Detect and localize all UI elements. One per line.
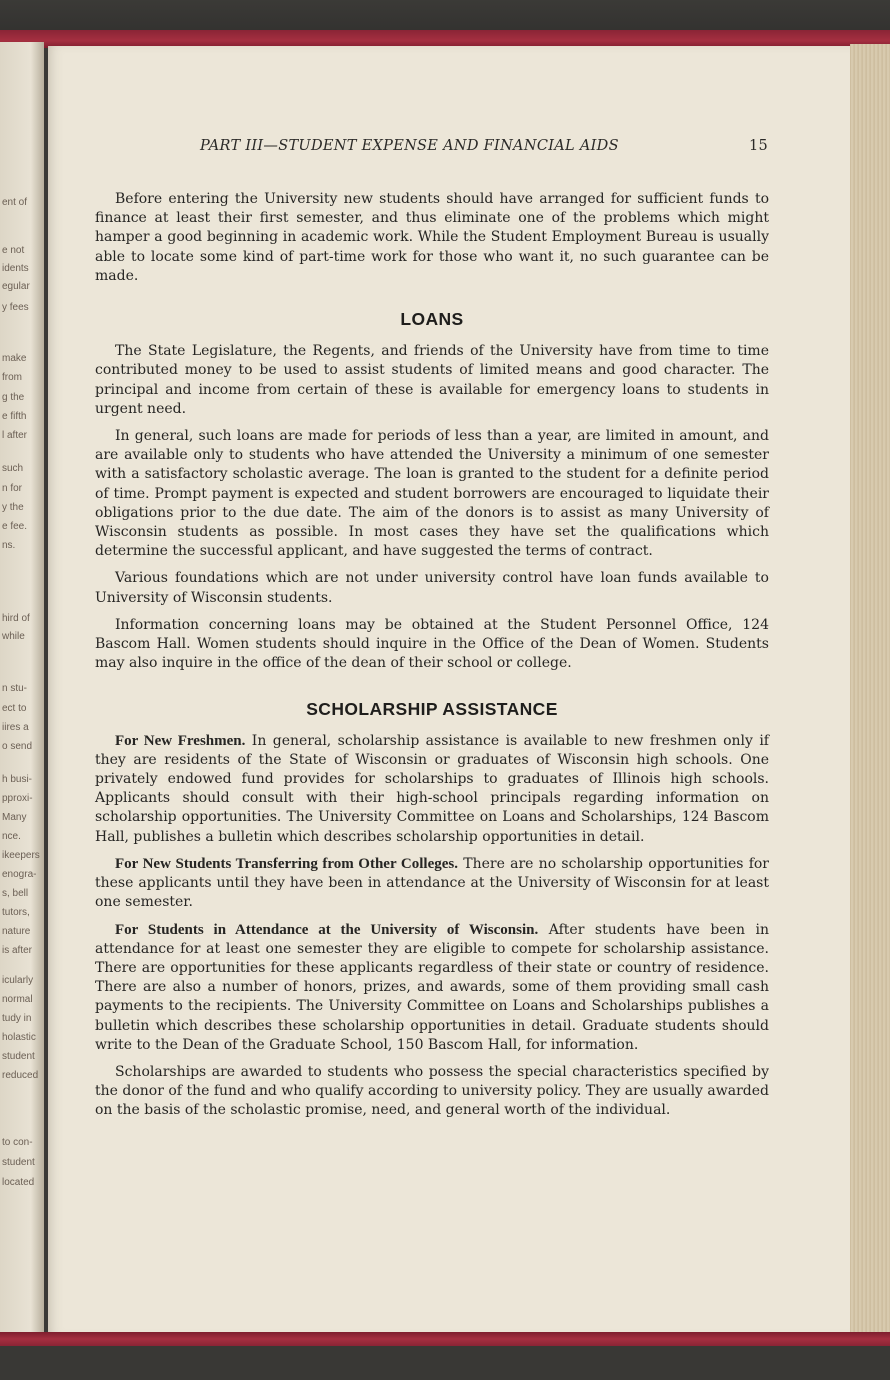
page-body [95, 190, 769, 1129]
transfer-run-in-heading: For New Students Transferring from Other Colleges. [115, 855, 458, 872]
margin-fragment: g the [2, 392, 25, 403]
margin-fragment: nature [2, 926, 31, 937]
margin-fragment: to con- [2, 1137, 33, 1148]
margin-fragment: e fifth [2, 411, 27, 422]
margin-fragment: nce. [2, 831, 21, 842]
freshmen-run-in-heading: For New Freshmen. [115, 732, 246, 749]
attendance-run-in-heading: For Students in Attendance at the University of Wisconsin. [115, 921, 539, 938]
margin-fragment: e not [2, 245, 25, 256]
loans-paragraph: Information concerning loans may be obtained at the Student Personnel Office, 124 Bascom Hall. Women students should inquire in the Office of the Dean of Women. Students may also inquire in the office of the dean of their school or college. [95, 616, 769, 672]
margin-fragment: from [2, 372, 22, 383]
margin-fragment: egular [2, 281, 30, 292]
loans-heading: LOANS [400, 309, 464, 330]
margin-fragment: ikeepers [2, 850, 40, 861]
transfer-paragraph [95, 855, 769, 913]
margin-fragment: such [2, 463, 24, 474]
margin-fragment: pproxi- [2, 793, 33, 804]
margin-fragment: h busi- [2, 774, 33, 785]
closing-paragraph: Scholarships are awarded to students who possess the special characteristics specified by the donor of the fund and who qualify according to university policy. They are usually awarded on the basis of the scholastic promise, need, and general worth of the individual. [95, 1063, 769, 1119]
loans-paragraph: In general, such loans are made for periods of less than a year, are limited in amount, and are available only to students who have attended the University a minimum of one semester with a satisfactory scholastic average. The loan is granted to the student for a definite period of time. Prompt payment is expected and student borrowers are encouraged to liquidate their obligations prior to the due date. The aim of the donors is to assist as many University of Wisconsin students as possible. In most cases they have set the qualifications which determine the successful applicant, and have suggested the terms of contract. [95, 428, 769, 560]
margin-fragment: ns. [2, 540, 16, 551]
scholarship-heading: SCHOLARSHIP ASSISTANCE [306, 699, 558, 720]
margin-fragment: reduced [2, 1070, 39, 1081]
freshmen-paragraph [95, 732, 769, 847]
margin-fragment: iires a [2, 722, 29, 733]
margin-fragment: student [2, 1051, 35, 1062]
margin-fragment: n stu- [2, 683, 28, 694]
margin-fragment: make [2, 353, 27, 364]
margin-fragment: y fees [2, 302, 29, 313]
margin-fragment: ent of [2, 197, 28, 208]
intro-paragraph: Before entering the University new students should have arranged for sufficient funds to finance at least their first semester, and thus eliminate one of the problems which might hamper a good beginning in academic work. While the Student Employment Bureau is usually able to locate some kind of part-time work for those who want it, no such guarantee can be made. [95, 191, 769, 284]
page-edges [850, 44, 890, 1338]
running-title: PART III—STUDENT EXPENSE AND FINANCIAL AIDS [200, 138, 619, 154]
margin-fragment: hird of [2, 613, 30, 624]
margin-fragment: student [2, 1157, 35, 1168]
margin-fragment: holastic [2, 1032, 36, 1043]
margin-fragment: e fee. [2, 521, 28, 532]
book-binding-bottom [0, 1346, 890, 1380]
margin-fragment: Many [2, 812, 27, 823]
margin-fragment: tudy in [2, 1013, 32, 1024]
margin-fragment: n for [2, 483, 23, 494]
margin-fragment: normal [2, 994, 33, 1005]
page-number: 15 [748, 138, 768, 154]
left-page-strip [0, 42, 44, 1338]
margin-fragment: o send [2, 741, 33, 752]
attendance-text: After students have been in attendance for at least one semester they are eligible to compete for scholarship assistance. There are opportunities for these applicants regardless of their state or country of residence. There are also a number of honors, prizes, and awards, some of them providing small cash payments to the recipients. The University Committee on Loans and Scholarships publishes a bulletin which describes these scholarship opportunities in detail. Graduate students should write to the Dean of the Graduate School, 150 Bascom Hall, for information. [95, 921, 769, 1053]
margin-fragment: tutors, [2, 907, 30, 918]
attendance-paragraph [95, 921, 769, 1055]
margin-fragment: enogra- [2, 869, 37, 880]
loans-paragraph: The State Legislature, the Regents, and friends of the University have from time to time contributed money to be used to assist students of limited means and good character. The principal and income from certain of these is available for emergency loans to students in urgent need. [95, 343, 769, 417]
margin-fragment: located [2, 1177, 35, 1188]
margin-fragment: s, bell [2, 888, 29, 899]
freshmen-text: In general, scholarship assistance is available to new freshmen only if they are residents of the State of Wisconsin or graduates of Wisconsin high schools. One privately endowed fund provides for scholarships to graduates of Illinois high schools. Applicants should consult with their high-school principals regarding information on scholarship opportunities. The University Committee on Loans and Scholarships, 124 Bascom Hall, publishes a bulletin which describes scholarship opportunities in detail. [95, 732, 769, 845]
transfer-text: There are no scholarship opportunities for these applicants until they have been in attendance at the University of Wisconsin for at least one semester. [95, 855, 769, 911]
red-cover-edge-bottom [0, 1332, 890, 1346]
margin-fragment: idents [2, 263, 29, 274]
margin-fragment: ect to [2, 703, 27, 714]
margin-fragment: l after [2, 430, 28, 441]
margin-fragment: y the [2, 502, 24, 513]
margin-fragment: is after [2, 945, 33, 956]
margin-fragment: icularly [2, 975, 34, 986]
margin-fragment: while [2, 631, 25, 642]
loans-paragraph: Various foundations which are not under university control have loan funds available to University of Wisconsin students. [95, 570, 769, 606]
